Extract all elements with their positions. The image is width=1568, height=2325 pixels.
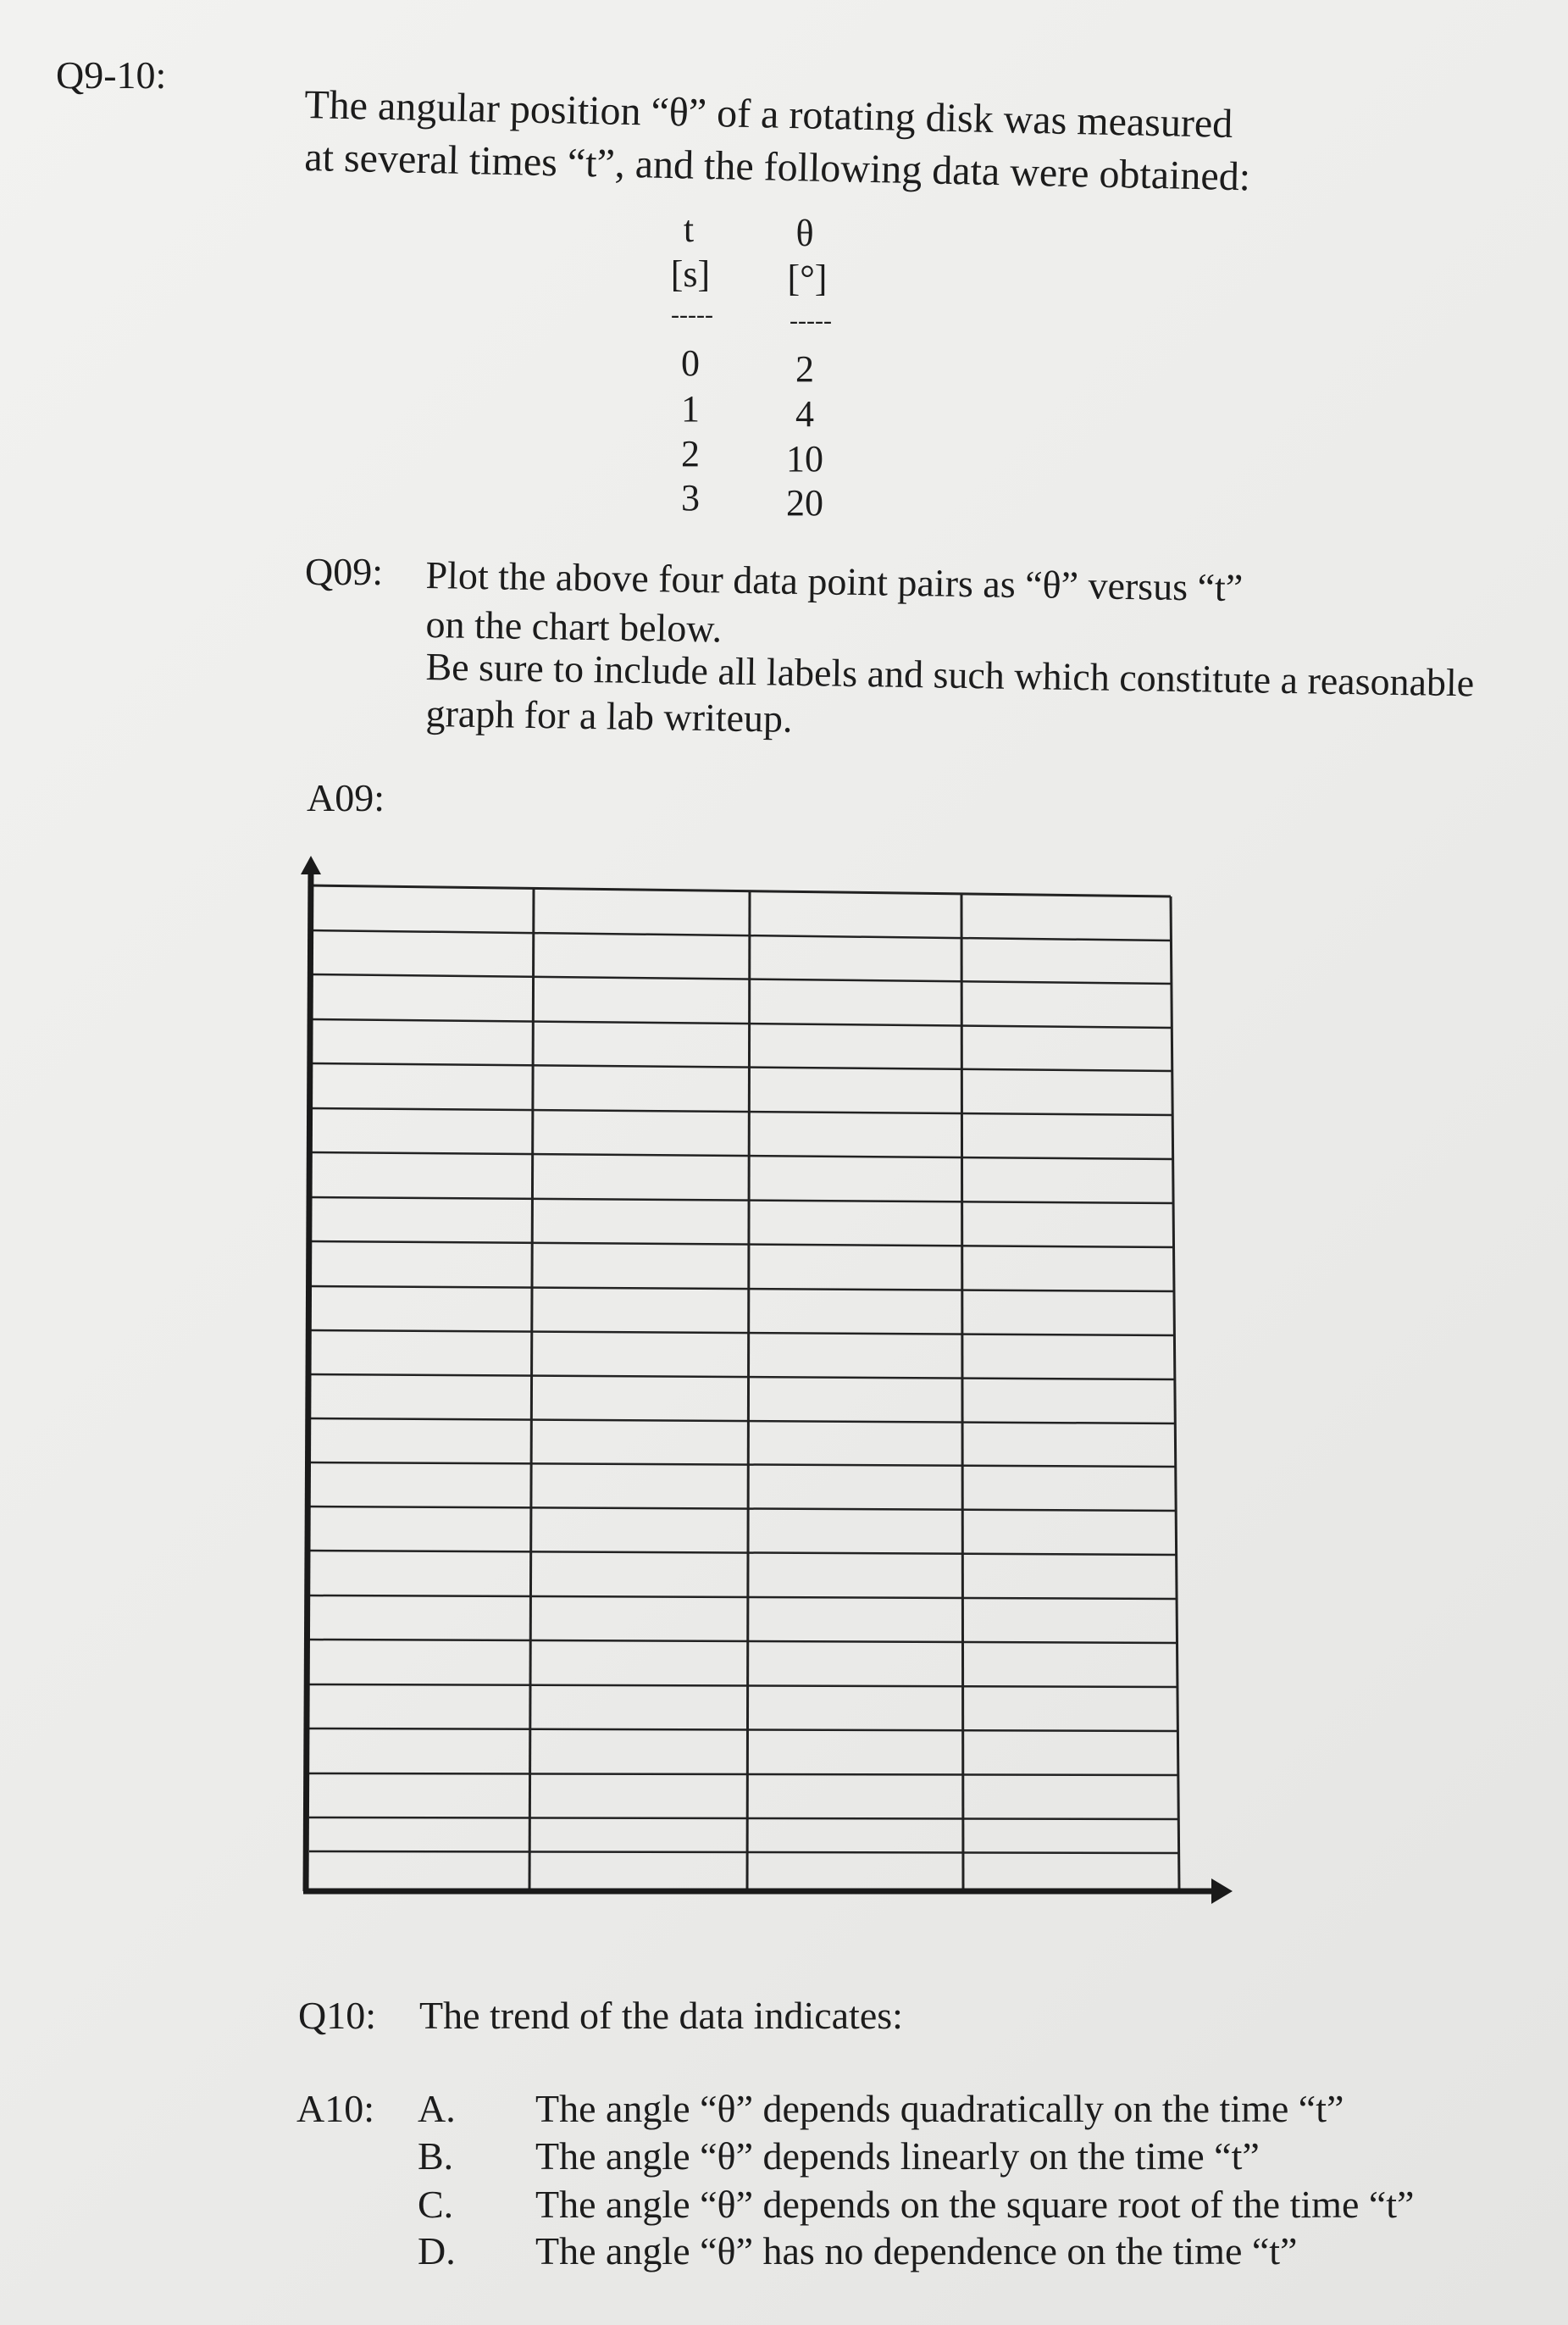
column-rule-theta: ----- — [790, 307, 832, 335]
q09-line-4: graph for a lab writeup. — [425, 691, 793, 741]
table-cell-theta: 20 — [786, 482, 823, 524]
option-letter: C. — [418, 2183, 454, 2226]
option-text: The angle “θ” depends quadratically on the time “t” — [535, 2087, 1344, 2130]
table-cell-t: 0 — [681, 342, 700, 384]
table-cell-theta: 10 — [786, 438, 823, 480]
q10-label: Q10: — [298, 1994, 376, 2037]
q09-line-2: on the chart below. — [425, 602, 723, 651]
column-header-theta: θ — [795, 213, 814, 254]
option-letter: B. — [418, 2134, 454, 2178]
column-header-t: t — [683, 208, 695, 250]
option-text: The angle “θ” depends linearly on the time “t” — [535, 2134, 1260, 2178]
q09-line-1: Plot the above four data point pairs as “θ” versus “t” — [425, 552, 1244, 610]
x-axis-arrow-icon — [1211, 1878, 1233, 1904]
q10-text: The trend of the data indicates: — [419, 1994, 903, 2037]
intro-line-1: The angular position “θ” of a rotating disk was measured — [303, 81, 1233, 147]
column-rule-t: ----- — [671, 301, 713, 329]
question-number: Q9-10: — [56, 53, 167, 97]
table-cell-t: 1 — [681, 388, 700, 430]
q09-label: Q09: — [305, 550, 383, 593]
column-unit-t: [s] — [670, 253, 711, 295]
table-cell-t: 3 — [681, 477, 700, 519]
intro-line-2: at several times “t”, and the following data were obtained: — [303, 134, 1251, 200]
option-text: The angle “θ” depends on the square root of the time “t” — [535, 2183, 1415, 2226]
option-text: The angle “θ” has no dependence on the time “t” — [535, 2229, 1298, 2272]
blank-graph-grid[interactable] — [301, 856, 1241, 1932]
column-unit-theta: [°] — [787, 258, 828, 299]
y-axis — [306, 868, 311, 1891]
option-letter: D. — [418, 2229, 456, 2272]
a09-label: A09: — [307, 776, 385, 819]
a10-label: A10: — [296, 2087, 374, 2130]
table-cell-theta: 4 — [795, 393, 814, 435]
table-cell-t: 2 — [681, 433, 700, 474]
option-letter: A. — [418, 2087, 456, 2130]
table-cell-theta: 2 — [795, 348, 814, 390]
q09-line-3: Be sure to include all labels and such which constitute a reasonable — [425, 644, 1475, 705]
